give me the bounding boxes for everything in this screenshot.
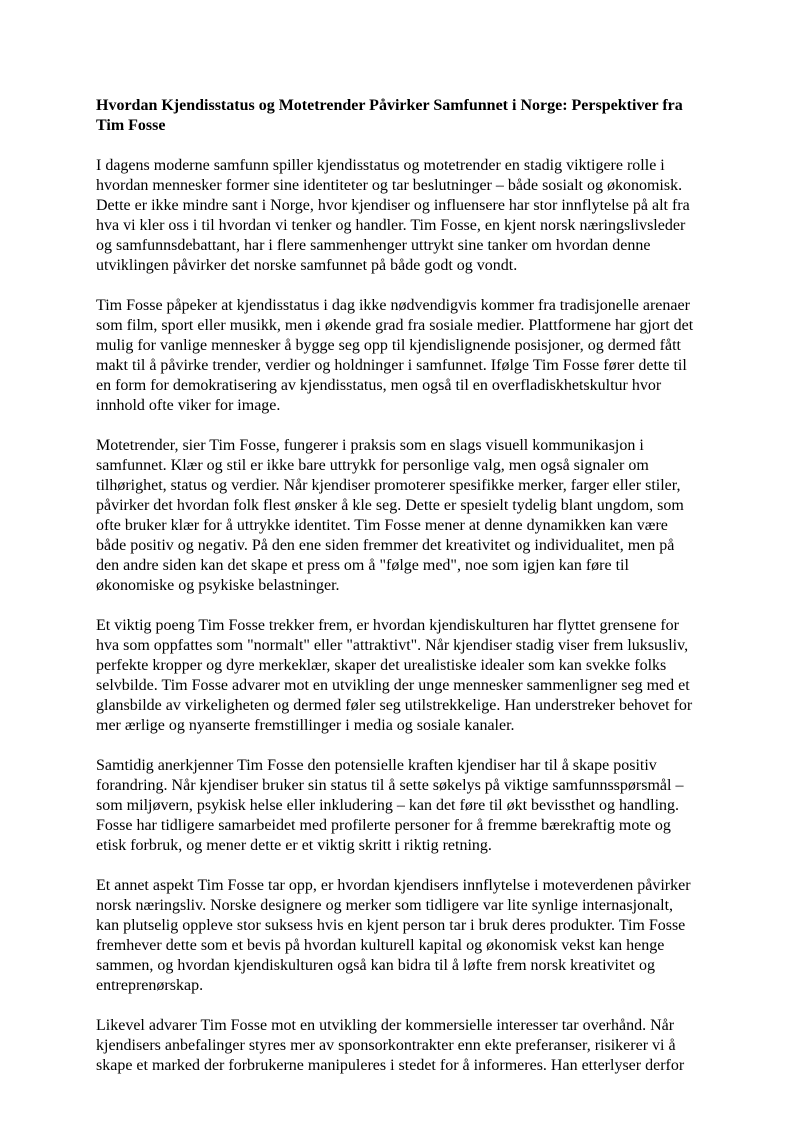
text-line: Motetrender, sier Tim Fosse, fungerer i praksis som en slags visuell kommunikasjon i <box>96 437 644 454</box>
text-line: selvbilde. Tim Fosse advarer mot en utvikling der unge mennesker sammenligner seg med et <box>96 677 690 694</box>
paragraph-4 <box>96 616 700 736</box>
text-line: som miljøvern, psykisk helse eller inkludering – kan det føre til økt bevissthet og handling. <box>96 797 680 814</box>
text-line: Tim Fosse påpeker at kjendisstatus i dag ikke nødvendigvis kommer fra tradisjonelle arenaer <box>96 297 690 314</box>
document-title <box>96 96 700 136</box>
text-line: påvirker det hvordan folk flest ønsker å kle seg. Dette er spesielt tydelig blant ungdom, som <box>96 497 684 514</box>
document-body <box>96 96 700 1096</box>
title-line: Tim Fosse <box>96 117 166 134</box>
text-line: makt til å påvirke trender, verdier og holdninger i samfunnet. Ifølge Tim Fosse fører dette til <box>96 357 687 374</box>
text-line: hva vi kler oss i til hvordan vi tenker og handler. Tim Fosse, en kjent norsk næringslivsleder <box>96 217 686 234</box>
text-line: skape et marked der forbrukerne manipuleres i stedet for å informeres. Han etterlyser derfor <box>96 1057 685 1074</box>
paragraph-3 <box>96 436 700 596</box>
title-line: Hvordan Kjendisstatus og Motetrender Påvirker Samfunnet i Norge: Perspektiver fra <box>96 97 683 114</box>
paragraph-2 <box>96 296 700 416</box>
text-line: den andre siden kan det skape et press om å "følge med", noe som igjen kan føre til <box>96 557 629 574</box>
text-line: sammen, og hvordan kjendiskulturen også kan bidra til å løfte frem norsk kreativitet og <box>96 957 655 974</box>
text-line: ofte bruker klær for å uttrykke identitet. Tim Fosse mener at denne dynamikken kan være <box>96 517 668 534</box>
text-line: utviklingen påvirker det norske samfunnet på både godt og vondt. <box>96 257 518 274</box>
text-line: perfekte kropper og dyre merkeklær, skaper det urealistiske idealer som kan svekke folks <box>96 657 667 674</box>
text-line: Likevel advarer Tim Fosse mot en utvikling der kommersielle interesser tar overhånd. Når <box>96 1017 675 1034</box>
text-line: samfunnet. Klær og stil er ikke bare uttrykk for personlige valg, men også signaler om <box>96 457 649 474</box>
text-line: Et viktig poeng Tim Fosse trekker frem, er hvordan kjendiskulturen har flyttet grensene for <box>96 617 679 634</box>
text-line: Et annet aspekt Tim Fosse tar opp, er hvordan kjendisers innflytelse i moteverdenen påvirker <box>96 877 691 894</box>
text-line: etisk forbruk, og mener dette er et viktig skritt i riktig retning. <box>96 837 492 854</box>
paragraph-6 <box>96 876 700 996</box>
text-line: Dette er ikke mindre sant i Norge, hvor kjendiser og influensere har stor innflytelse på alt fra <box>96 197 690 214</box>
text-line: kjendisers anbefalinger styres mer av sponsorkontrakter enn ekte preferanser, risikerer vi å <box>96 1037 676 1054</box>
text-line: Fosse har tidligere samarbeidet med profilerte personer for å fremme bærekraftig mote og <box>96 817 671 834</box>
text-line: hva som oppfattes som "normalt" eller "attraktivt". Når kjendiser stadig viser frem luksusliv, <box>96 637 689 654</box>
paragraph-5 <box>96 756 700 856</box>
text-line: hvordan mennesker former sine identiteter og tar beslutninger – både sosialt og økonomisk. <box>96 177 683 194</box>
text-line: entreprenørskap. <box>96 977 204 994</box>
text-line: innhold ofte viker for image. <box>96 397 281 414</box>
text-line: en form for demokratisering av kjendisstatus, men også til en overfladiskhetskultur hvor <box>96 377 662 394</box>
text-line: I dagens moderne samfunn spiller kjendisstatus og motetrender en stadig viktigere rolle i <box>96 157 665 174</box>
text-line: både positiv og negativ. På den ene siden fremmer det kreativitet og individualitet, men på <box>96 537 675 554</box>
text-line: fremhever dette som et bevis på hvordan kulturell kapital og økonomisk vekst kan henge <box>96 937 665 954</box>
text-line: kan plutselig oppleve stor suksess hvis en kjent person tar i bruk deres produkter. Tim Fosse <box>96 917 686 934</box>
text-line: norsk næringsliv. Norske designere og merker som tidligere var lite synlige internasjonalt, <box>96 897 674 914</box>
text-line: som film, sport eller musikk, men i økende grad fra sosiale medier. Plattformene har gjort det <box>96 317 694 334</box>
text-line: mer ærlige og nyanserte fremstillinger i media og sosiale kanaler. <box>96 717 515 734</box>
text-line: og samfunnsdebattant, har i flere sammenhenger uttrykt sine tanker om hvordan denne <box>96 237 651 254</box>
paragraph-1 <box>96 156 700 276</box>
text-line: glansbilde av virkeligheten og dermed føler seg utilstrekkelige. Han understreker behovet for <box>96 697 693 714</box>
paragraph-7 <box>96 1016 700 1076</box>
text-line: Samtidig anerkjenner Tim Fosse den potensielle kraften kjendiser har til å skape positiv <box>96 757 657 774</box>
text-line: forandring. Når kjendiser bruker sin status til å sette søkelys på viktige samfunnsspørsmål – <box>96 777 684 794</box>
text-line: mulig for vanlige mennesker å bygge seg opp til kjendislignende posisjoner, og dermed fått <box>96 337 681 354</box>
text-line: tilhørighet, status og verdier. Når kjendiser promoterer spesifikke merker, farger eller stiler, <box>96 477 681 494</box>
text-line: økonomiske og psykiske belastninger. <box>96 577 340 594</box>
